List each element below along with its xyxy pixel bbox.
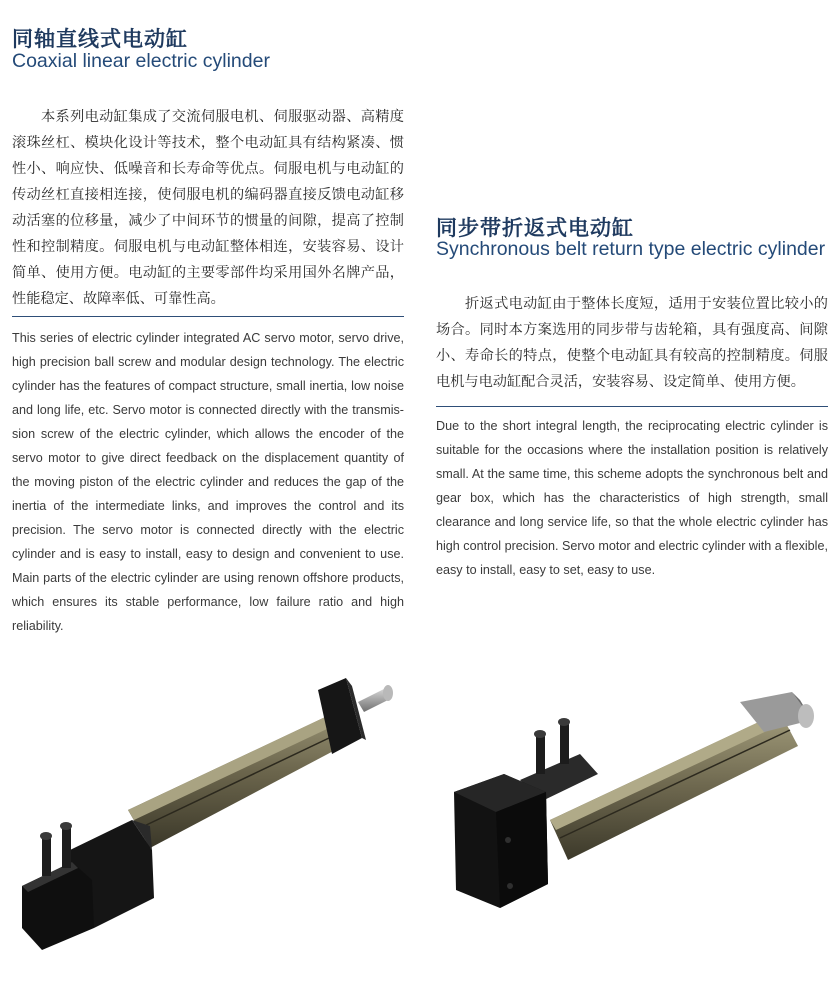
coaxial-profile-top (128, 710, 346, 820)
belt-title-en: Synchronous belt return type electric cylinder (436, 238, 826, 260)
coaxial-title-en: Coaxial linear electric cylinder (12, 50, 270, 72)
belt-cylinder-image (420, 650, 840, 982)
belt-title-cn: 同步带折返式电动缸 (436, 216, 634, 240)
belt-description-en: Due to the short integral length, the reciprocating electric cylinder is suitable for the occasions where the installation position is relatively small. At the same time, this scheme adopts the synchronous belt and gear box, which has the characteristics of high strength, small clearance and long service life, so that the whole electric cylinder has high control precision. Servo motor and electric cylinder with a flexible, easy to install, easy to set, easy to use. (436, 419, 828, 577)
coaxial-description-cn: 本系列电动缸集成了交流伺服电机、伺服驱动器、高精度滚珠丝杠、模块化设计等技术，整个电动缸具有结构紧凑、惯性小、响应快、低噪音和长寿命等优点。伺服电机与电动缸的传动丝杠直接相连接，使伺服电机的编码器直接反馈电动缸移动活塞的位移量，减少了中间环节的惯量的间隙，提高了控制性和控制精度。伺服电机与电动缸整体相连，安装容易、设计简单、使用方便。电动缸的主要零部件均采用国外名牌产品，性能稳定、故障率低、可靠性高。 (12, 109, 404, 307)
coaxial-connector (42, 836, 51, 876)
coaxial-title-cn: 同轴直线式电动缸 (12, 27, 188, 51)
coaxial-cylinder-image (0, 650, 420, 982)
belt-profile-body (550, 712, 798, 860)
belt-divider (436, 406, 828, 407)
coaxial-description-en: This series of electric cylinder integrated AC servo motor, servo drive, high precision ball screw and modular design technology. The electric cylinder has the features of compact structure, small inertia, low noise and long life, etc. Servo motor is connected directly with the transmis-sion screw of the electric cylinder, which allows the encoder of the servo motor to give direct feedback on the displacement quantity of the moving piston of the electric cylinder and reduces the gap of the inertia of the intermediate links, and improves the control and its precision. The servo motor is connected directly with the electric cylinder and is easy to install, easy to design and convenient to use. Main parts of the electric cylinder are using renown offshore products, which ensures its stable performance, low failure ratio and high reliability. (12, 331, 404, 633)
belt-connector (536, 734, 545, 774)
coaxial-divider (12, 316, 404, 317)
belt-description-cn: 折返式电动缸由于整体长度短，适用于安装位置比较小的场合。同时本方案选用的同步带与齿轮箱，具有强度高、间隙小、寿命长的特点，使整个电动缸具有较高的控制精度。伺服电机与电动缸配合灵活，安装容易、设定简单、使用方便。 (436, 296, 828, 390)
